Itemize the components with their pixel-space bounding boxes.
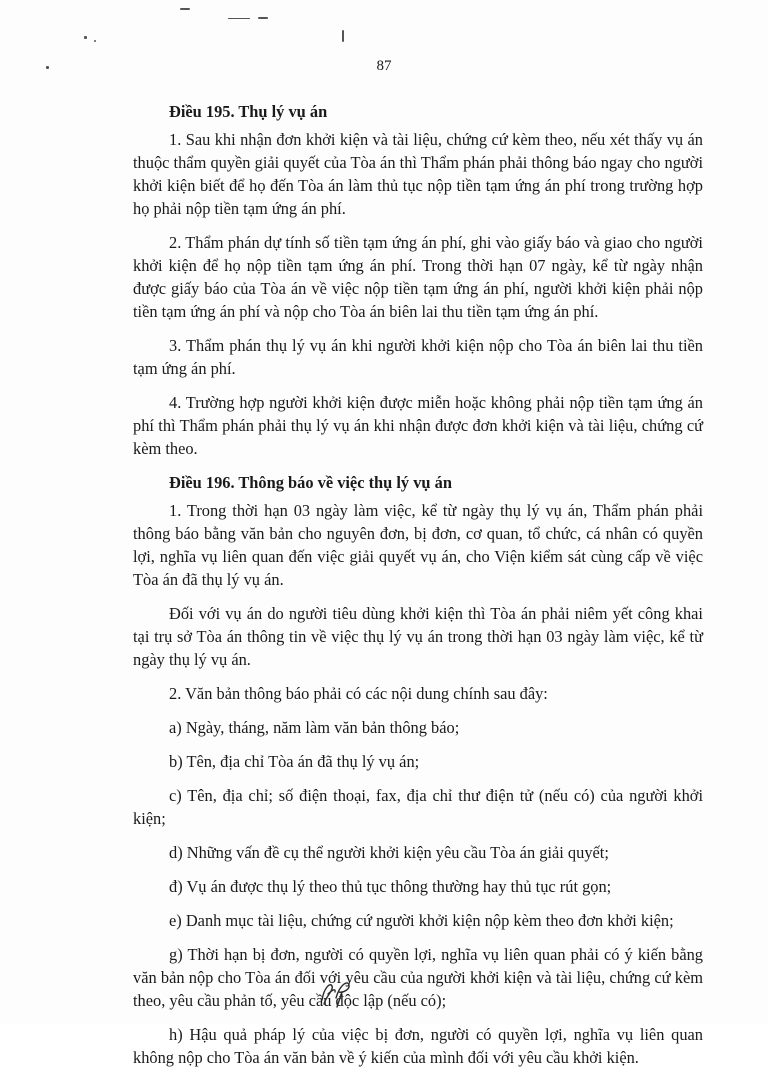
- scan-speck: [94, 40, 96, 42]
- document-body: [133, 100, 703, 1080]
- article-196: [133, 471, 703, 1069]
- scan-speck: [342, 30, 344, 42]
- handwritten-signature: [318, 978, 358, 1008]
- scan-speck: [84, 36, 87, 39]
- article-paragraph: 1. Trong thời hạn 03 ngày làm việc, kể từ ngày thụ lý vụ án, Thẩm phán phải thông báo bằng văn bản cho nguyên đơn, bị đơn, cơ quan, tổ chức, cá nhân có quyền lợi, nghĩa vụ liên quan đến việc giải quyết vụ án, cho Viện kiểm sát cùng cấp về việc Tòa án đã thụ lý vụ án.: [133, 501, 703, 589]
- list-item: c) Tên, địa chỉ; số điện thoại, fax, địa chỉ thư điện tử (nếu có) của người khởi kiện;: [133, 786, 703, 828]
- article-195: [133, 100, 703, 460]
- article-paragraph: 3. Thẩm phán thụ lý vụ án khi người khởi kiện nộp cho Tòa án biên lai thu tiền tạm ứng án phí.: [133, 336, 703, 378]
- page-number: 87: [376, 58, 392, 74]
- article-paragraph: 2. Thẩm phán dự tính số tiền tạm ứng án phí, ghi vào giấy báo và giao cho người khởi kiện để họ nộp tiền tạm ứng án phí. Trong thời hạn 07 ngày, kể từ ngày nhận được giấy báo của Tòa án về việc nộp tiền tạm ứng án phí, người khởi kiện phải nộp tiền tạm ứng án phí và nộp cho Tòa án biên lai thu tiền tạm ứng án phí.: [133, 233, 703, 321]
- list-item: đ) Vụ án được thụ lý theo thủ tục thông thường hay thủ tục rút gọn;: [169, 877, 612, 896]
- article-heading: Điều 196. Thông báo về việc thụ lý vụ án: [169, 473, 452, 492]
- scan-speck: [258, 17, 268, 19]
- article-paragraph: 2. Văn bản thông báo phải có các nội dung chính sau đây:: [169, 684, 548, 703]
- list-item: a) Ngày, tháng, năm làm văn bản thông báo;: [169, 718, 460, 737]
- article-paragraph: 1. Sau khi nhận đơn khởi kiện và tài liệu, chứng cứ kèm theo, nếu xét thấy vụ án thuộc thẩm quyền giải quyết của Tòa án thì Thẩm phán phải thông báo ngay cho người khởi kiện biết để họ đến Tòa án làm thủ tục nộp tiền tạm ứng án phí trong trường hợp họ phải nộp tiền tạm ứng án phí.: [133, 130, 703, 218]
- scan-speck: [228, 18, 250, 19]
- list-item: h) Hậu quả pháp lý của việc bị đơn, người có quyền lợi, nghĩa vụ liên quan không nộp cho Tòa án văn bản về ý kiến của mình đối với yêu cầu khởi kiện.: [133, 1025, 703, 1067]
- list-item: b) Tên, địa chỉ Tòa án đã thụ lý vụ án;: [169, 752, 420, 771]
- list-item: e) Danh mục tài liệu, chứng cứ người khởi kiện nộp kèm theo đơn khởi kiện;: [169, 911, 674, 930]
- article-heading: Điều 195. Thụ lý vụ án: [169, 102, 328, 121]
- list-item: g) Thời hạn bị đơn, người có quyền lợi, nghĩa vụ liên quan phải có ý kiến bằng văn bản nộp cho Tòa án đối với yêu cầu của người khởi kiện và tài liệu, chứng cứ kèm theo, yêu cầu phản tố, yêu cầu độc lập (nếu có);: [133, 945, 703, 1010]
- list-item: d) Những vấn đề cụ thể người khởi kiện yêu cầu Tòa án giải quyết;: [169, 843, 609, 862]
- article-paragraph: Đối với vụ án do người tiêu dùng khởi kiện thì Tòa án phải niêm yết công khai tại trụ sở Tòa án thông tin về việc thụ lý vụ án trong thời hạn 03 ngày làm việc, kể từ ngày thụ lý vụ án.: [133, 604, 703, 669]
- scan-speck: [180, 8, 190, 10]
- article-paragraph: 4. Trường hợp người khởi kiện được miễn hoặc không phải nộp tiền tạm ứng án phí thì Thẩm phán phải thụ lý vụ án khi nhận được đơn khởi kiện và tài liệu, chứng cứ kèm theo.: [133, 393, 703, 458]
